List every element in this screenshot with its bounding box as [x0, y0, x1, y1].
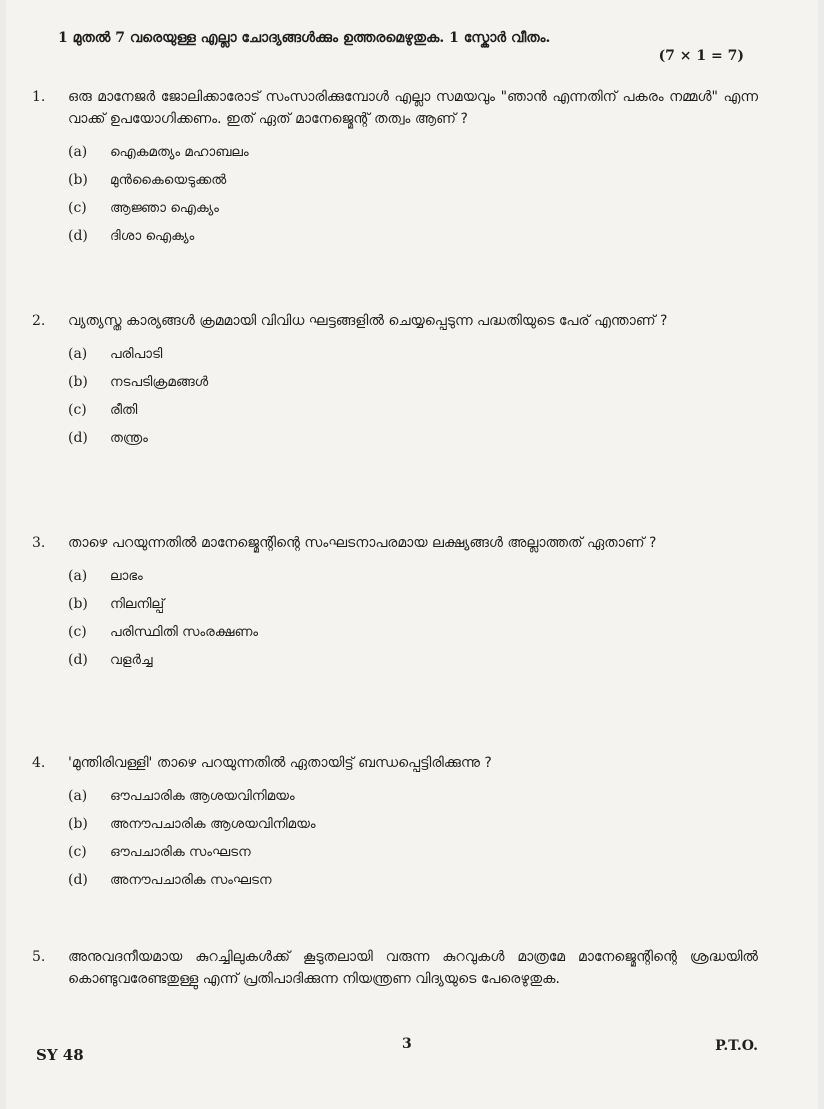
question-text: താഴെ പറയുന്നതിൽ മാനേജ്മെന്റിന്റെ സംഘടനാപരമായ ലക്ഷ്യങ്ങൾ അല്ലാത്തത് ഏതാണ് ?: [68, 535, 657, 551]
option-text: അനൗപചാരിക ആശയവിനിമയം: [110, 816, 316, 832]
option-label: (a): [68, 144, 88, 160]
question-number: 4.: [32, 755, 46, 771]
option-label: (a): [68, 788, 88, 804]
option-text: ഔപചാരിക സംഘടന: [110, 844, 251, 860]
option-text: രീതി: [110, 402, 138, 418]
option-label: (c): [68, 200, 87, 216]
option-label: (b): [68, 374, 88, 390]
option-list: [68, 562, 762, 674]
option-list: [68, 782, 762, 894]
option-a: [68, 562, 762, 590]
option-label: (a): [68, 568, 88, 584]
option-label: (a): [68, 346, 88, 362]
option-text: നടപടിക്രമങ്ങൾ: [110, 374, 209, 390]
question-2: [32, 310, 762, 452]
option-d: [68, 866, 762, 894]
option-label: (c): [68, 624, 87, 640]
option-text: മുൻകൈയെടുക്കൽ: [110, 172, 227, 188]
page-number: 3: [402, 1036, 412, 1052]
option-c: [68, 194, 762, 222]
paper-code: SY 48: [36, 1046, 84, 1064]
question-number: 5.: [32, 949, 46, 965]
option-list: [68, 340, 762, 452]
option-label: (c): [68, 402, 87, 418]
option-text: ഐകമത്യം മഹാബലം: [110, 144, 249, 160]
option-text: പരിപാടി: [110, 346, 163, 362]
option-text: ആജ്ഞാ ഐക്യം: [110, 200, 219, 216]
option-label: (b): [68, 172, 88, 188]
option-text: വളർച്ച: [110, 652, 153, 668]
option-text: പരിസ്ഥിതി സംരക്ഷണം: [110, 624, 259, 640]
option-text: നിലനില്പ്: [110, 596, 165, 612]
option-label: (b): [68, 816, 88, 832]
option-text: ഔപചാരിക ആശയവിനിമയം: [110, 788, 295, 804]
instruction-text: 1 മുതൽ 7 വരെയുള്ള എല്ലാ ചോദ്യങ്ങൾക്കും ഉത്തരമെഴുതുക. 1 സ്കോർ വീതം.: [58, 30, 551, 46]
question-text: അനുവദനീയമായ കുറച്ചിലുകൾക്ക് കൂടുതലായി വരുന്ന കുറവുകൾ മാത്രമേ മാനേജ്മെന്റിന്റെ ശ്രദ്ധയിൽ കൊണ്ടുവരേണ്ടതുള്ളു എന്ന് പ്രതിപാദിക്കുന്ന നിയന്ത്രണ വിദ്യയുടെ പേരെഴുതുക.: [68, 949, 758, 987]
option-b: [68, 368, 762, 396]
option-label: (c): [68, 844, 87, 860]
question-5: [32, 946, 762, 990]
option-d: [68, 646, 762, 674]
option-c: [68, 838, 762, 866]
option-label: (b): [68, 596, 88, 612]
option-d: [68, 222, 762, 250]
option-a: [68, 340, 762, 368]
question-3: [32, 532, 762, 674]
option-label: (d): [68, 228, 88, 244]
option-list: [68, 138, 762, 250]
option-a: [68, 782, 762, 810]
option-c: [68, 396, 762, 424]
question-text: ഒരു മാനേജർ ജോലിക്കാരോട് സംസാരിക്കുമ്പോൾ എല്ലാ സമയവും "ഞാൻ എന്നതിന് പകരം നമ്മൾ" എന്ന വാക്ക് ഉപയോഗിക്കണം. ഇത് ഏത് മാനേജ്മെന്റ് തത്വം ആണ് ?: [68, 89, 758, 127]
option-b: [68, 166, 762, 194]
question-number: 2.: [32, 313, 46, 329]
option-text: തന്ത്രം: [110, 430, 148, 446]
option-label: (d): [68, 652, 88, 668]
question-text: 'മുന്തിരിവള്ളി' താഴെ പറയുന്നതിൽ ഏതായിട്ട് ബന്ധപ്പെട്ടിരിക്കുന്നു ?: [68, 755, 492, 771]
option-b: [68, 590, 762, 618]
exam-page: [6, 0, 818, 1109]
question-text: വ്യത്യസ്ത കാര്യങ്ങൾ ക്രമമായി വിവിധ ഘട്ടങ്ങളിൽ ചെയ്യപ്പെടുന്ന പദ്ധതിയുടെ പേര് എന്താണ് ?: [68, 313, 668, 329]
option-text: ലാഭം: [110, 568, 143, 584]
option-c: [68, 618, 762, 646]
question-number: 1.: [32, 89, 46, 105]
option-label: (d): [68, 430, 88, 446]
please-turn-over: P.T.O.: [715, 1038, 758, 1054]
marks-allocation: (7 × 1 = 7): [658, 48, 744, 64]
option-b: [68, 810, 762, 838]
option-label: (d): [68, 872, 88, 888]
option-d: [68, 424, 762, 452]
option-text: ദിശാ ഐക്യം: [110, 228, 195, 244]
option-a: [68, 138, 762, 166]
question-number: 3.: [32, 535, 46, 551]
question-1: [32, 86, 762, 250]
question-4: [32, 752, 762, 894]
option-text: അനൗപചാരിക സംഘടന: [110, 872, 272, 888]
